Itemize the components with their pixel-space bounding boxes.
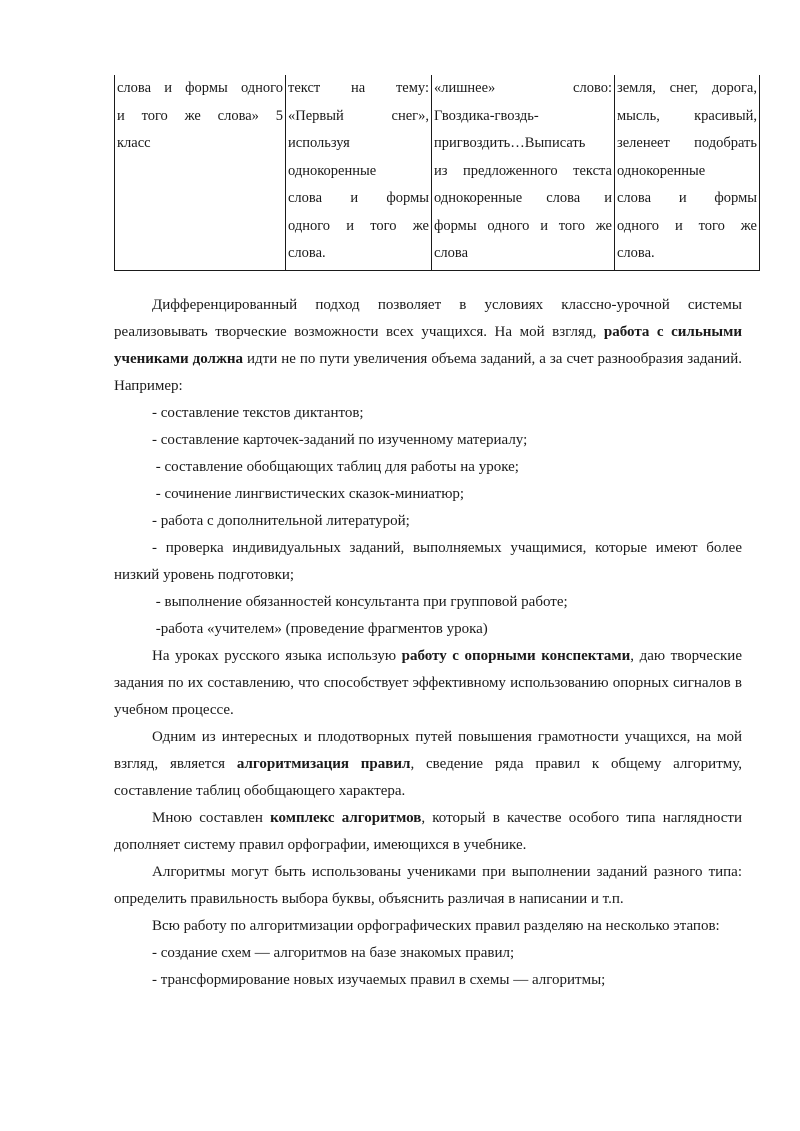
list-item: -работа «учителем» (проведение фрагментов урока) — [152, 621, 488, 637]
list-item: - составление карточек-заданий по изученному материалу; — [152, 432, 528, 448]
table-cell-task-2 — [432, 75, 615, 271]
cell-line: однокоренные слова и — [434, 190, 612, 206]
cell-line: слова и формы одного — [117, 80, 283, 96]
cell-line: слова. — [288, 245, 326, 261]
table-cell-topic — [115, 75, 286, 271]
cell-line: текст на тему: — [288, 80, 429, 96]
cell-line: класс — [117, 135, 151, 151]
cell-line: слова и формы — [288, 190, 429, 206]
cell-line: слова — [434, 245, 469, 261]
cell-line: однокоренные — [288, 162, 377, 179]
cell-line: зеленеет подобрать — [617, 135, 757, 151]
list-item: - трансформирование новых изучаемых правил в схемы — алгоритмы; — [152, 972, 606, 988]
cell-line: слова. — [617, 245, 655, 261]
list-item: - работа с дополнительной литературой; — [152, 513, 410, 529]
table-cell-task-1 — [286, 75, 432, 271]
table-cell-task-3 — [615, 75, 760, 271]
list-item: - выполнение обязанностей консультанта при групповой работе; — [152, 594, 568, 610]
cell-line: и того же слова» 5 — [117, 107, 283, 124]
cell-line: используя — [288, 135, 350, 151]
paragraph-stages: Всю работу по алгоритмизации орфографических правил разделяю на несколько этапов: — [152, 918, 720, 934]
cell-line: одного и того же — [617, 217, 757, 234]
list-item: - сочинение лингвистических сказок-миниатюр; — [152, 486, 465, 502]
paragraph-algorithmization: Одним из интересных и плодотворных путей повышения грамотности учащихся, на мой взгляд, является алгоритмизация правил, сведение ряда правил к общему алгоритму, составление таблиц обобщающего характера. — [114, 729, 742, 799]
cell-line: земля, снег, дорога, — [617, 80, 757, 96]
body-text — [114, 292, 742, 994]
cell-line: из предложенного текста — [434, 162, 612, 179]
cell-line: одного и того же — [288, 217, 429, 234]
cell-line: однокоренные — [617, 162, 706, 179]
paragraph-support-notes: На уроках русского языка использую работу с опорными конспектами, даю творческие задания по их составлению, что способствует эффективному использованию опорных сигналов в учебном процессе. — [114, 648, 742, 718]
list-item: - проверка индивидуальных заданий, выполняемых учащимися, которые имеют более низкий уровень подготовки; — [114, 540, 742, 583]
paragraph-algorithm-complex: Мною составлен комплекс алгоритмов, который в качестве особого типа наглядности дополняет систему правил орфографии, имеющихся в учебнике. — [114, 810, 742, 853]
list-item: - создание схем — алгоритмов на базе знакомых правил; — [152, 945, 515, 961]
paragraph-differentiated: Дифференцированный подход позволяет в условиях классно-урочной системы реализовывать творческие возможности всех учащихся. На мой взгляд, работа с сильными учениками должна идти не по пути увеличения объема заданий, а за счет разнообразия заданий. Например: — [114, 297, 742, 394]
cell-line: Гвоздика-гвоздь- — [434, 107, 539, 124]
cell-line: формы одного и того же — [434, 217, 612, 234]
list-item: - составление обобщающих таблиц для работы на уроке; — [152, 459, 519, 475]
cell-line: мысль, красивый, — [617, 107, 757, 124]
cell-line: пригвоздить…Выписать — [434, 135, 586, 151]
paragraph-algorithm-usage: Алгоритмы могут быть использованы учениками при выполнении заданий разного типа: определить правильность выбора буквы, объяснить различая в написании и т.п. — [114, 864, 742, 907]
list-item: - составление текстов диктантов; — [152, 405, 364, 421]
table-row — [115, 75, 760, 271]
cell-line: слова и формы — [617, 190, 757, 206]
cell-line: «лишнее» слово: — [434, 80, 612, 96]
cell-line: «Первый снег», — [288, 107, 429, 124]
continuation-table — [114, 75, 760, 271]
